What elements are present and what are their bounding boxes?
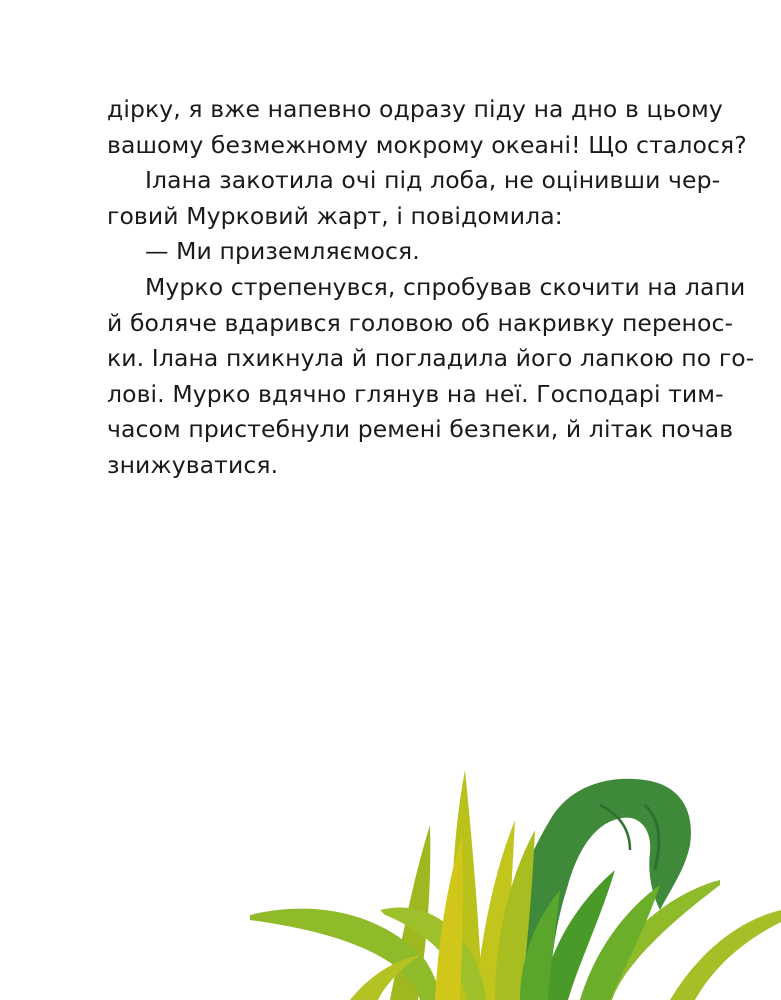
grass-illustration (250, 760, 781, 1000)
text-line: лові. Мурко вдячно глянув на неї. Господарі тим- (107, 379, 724, 408)
text-line: вашому безмежному мокрому океані! Що сталося? (107, 130, 747, 159)
text-line: знижуватися. (107, 450, 279, 479)
text-line: говий Мурковий жарт, і повідомила: (107, 201, 563, 230)
text-line: часом пристебнули ремені безпеки, й літак почав (107, 415, 734, 444)
text-line: й боляче вдарився головою об накривку перенос- (107, 308, 734, 337)
grass-blade (435, 835, 463, 1000)
page-body-text (107, 92, 755, 484)
text-line: Мурко стрепенувся, спробував скочити на лапи (145, 272, 746, 301)
text-line: Ілана закотила очі під лоба, не оцінивши чер- (145, 166, 721, 195)
arching-leaf (670, 910, 781, 1000)
text-line: — Ми приземляємося. (145, 237, 420, 266)
text-line: ки. Ілана пхикнула й погладила його лапкою по го- (107, 344, 755, 373)
text-line: дірку, я вже напевно одразу піду на дно в цьому (107, 95, 723, 123)
